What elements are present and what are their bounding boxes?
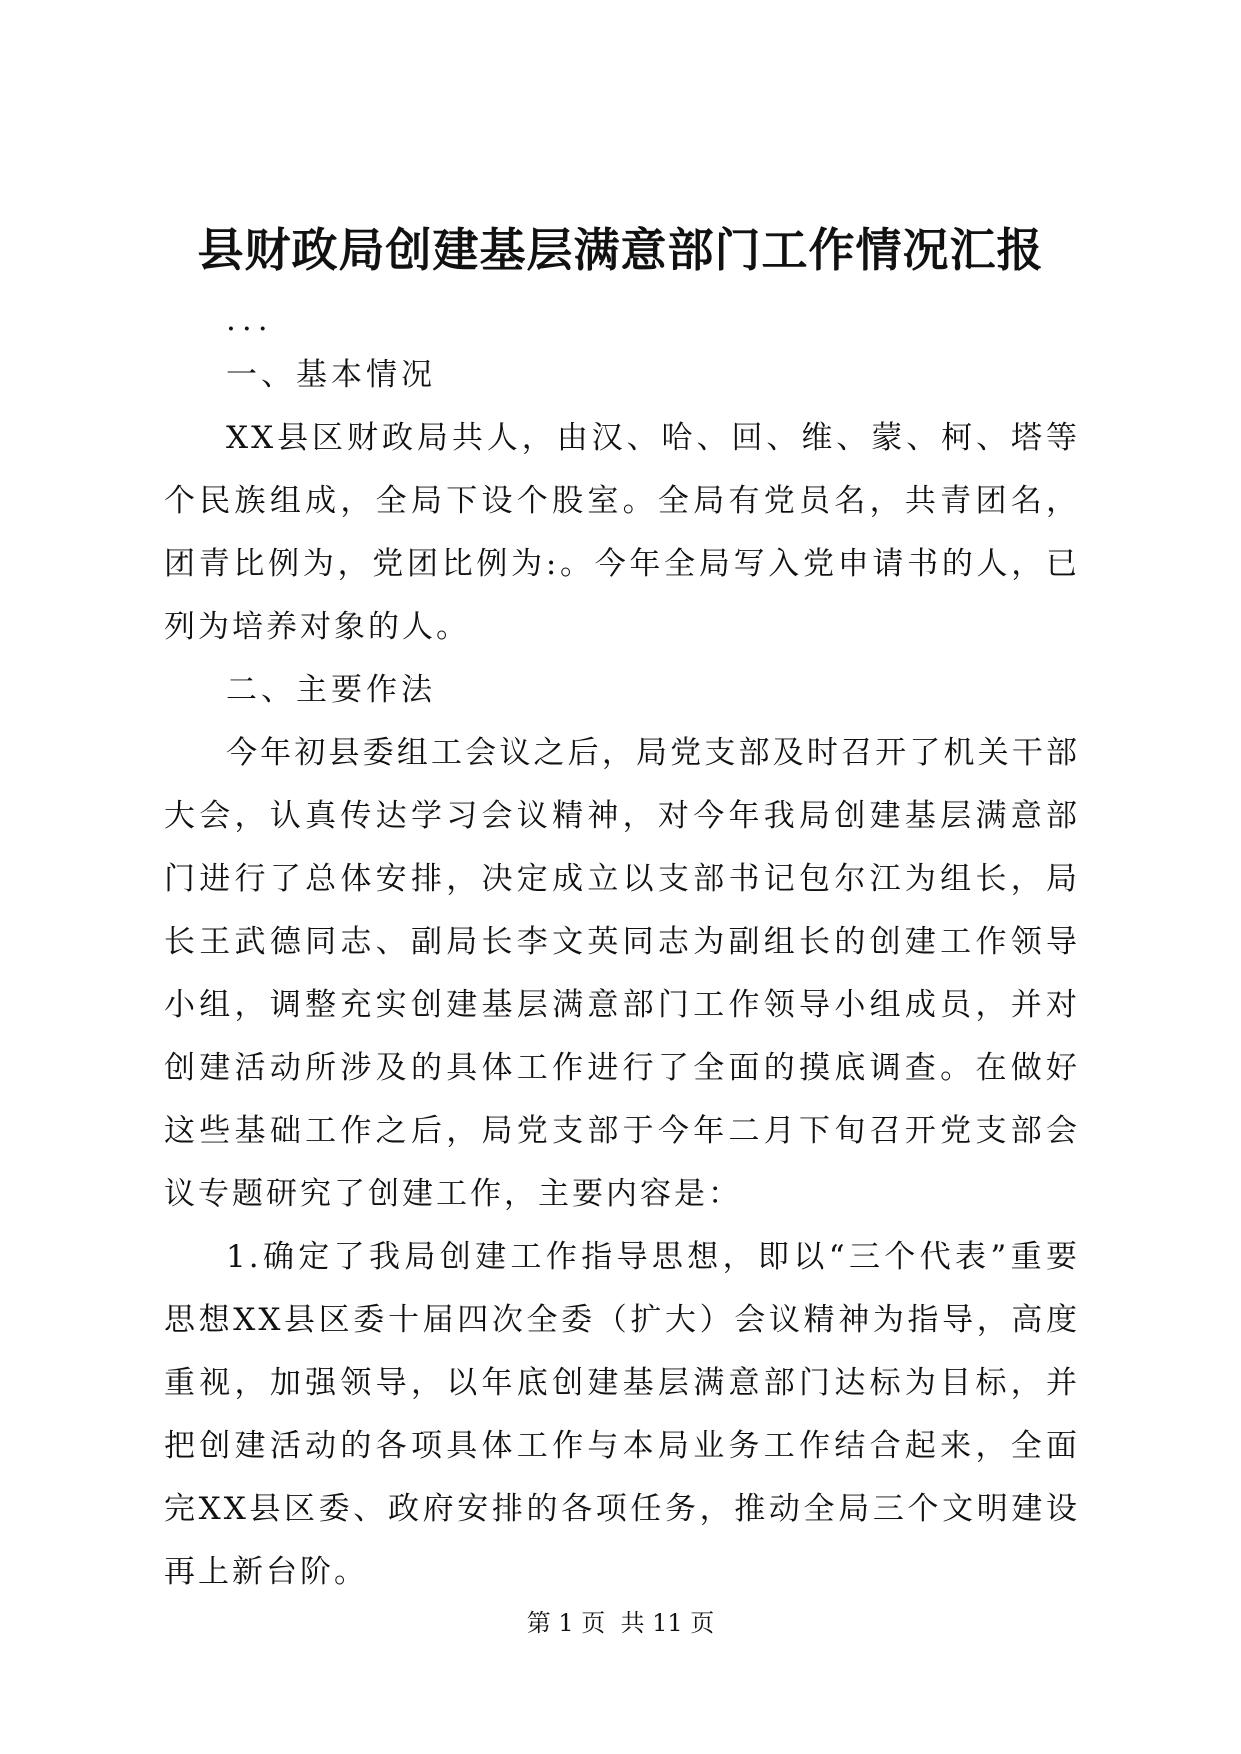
paragraph-guiding-ideology: 1.确定了我局创建工作指导思想，即以“三个代表”重要思想XX县区委十届四次全委（扩大）会议精神为指导，高度重视，加强领导，以年底创建基层满意部门达标为目标，并把创建活动的各项具体工作与本局业务工作结合起来，全面完XX县区委、政府安排的各项任务，推动全局三个文明建设再上新台阶。: [164, 1239, 1080, 1590]
document-title: 县财政局创建基层满意部门工作情况汇报: [197, 223, 1044, 277]
section-heading-basic-situation: 一、基本情况: [226, 357, 436, 393]
page-number-footer: 第 1 页 共 11 页: [526, 1609, 715, 1637]
paragraph-main-practices: 今年初县委组工会议之后，局党支部及时召开了机关干部大会，认真传达学习会议精神，对今年我局创建基层满意部门进行了总体安排，决定成立以支部书记包尔江为组长，局长王武德同志、副局长李文英同志为副组长的创建工作领导小组，调整充实创建基层满意部门工作领导小组成员，并对创建活动所涉及的具体工作进行了全面的摸底调查。在做好这些基础工作之后，局党支部于今年二月下旬召开党支部会议专题研究了创建工作，主要内容是：: [164, 735, 1080, 1212]
paragraph-basic-situation: XX县区财政局共人，由汉、哈、回、维、蒙、柯、塔等个民族组成，全局下设个股室。全局有党员名，共青团名，团青比例为，党团比例为:。今年全局写入党申请书的人，已列为培养对象的人。: [164, 420, 1080, 645]
section-heading-main-practices: 二、主要作法: [226, 672, 436, 708]
ellipsis-text: ...: [226, 302, 274, 338]
document-body: [164, 300, 1080, 1604]
